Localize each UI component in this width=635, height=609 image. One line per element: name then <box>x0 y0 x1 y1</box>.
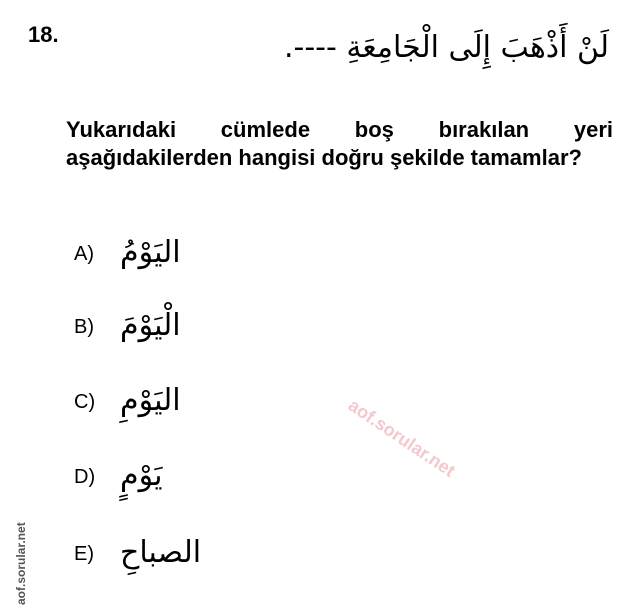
option-label: C) <box>74 391 96 413</box>
question-prompt: Yukarıdaki cümlede boş bırakılan yeri aşağıdakilerden hangisi doğru şekilde tamamlar? <box>66 117 613 170</box>
option-text: اليَوْمِ <box>120 383 181 418</box>
option-e[interactable] <box>74 535 274 585</box>
option-text: الصباحِ <box>120 535 202 570</box>
watermark: aof.sorular.net <box>344 395 459 481</box>
option-label: A) <box>74 243 94 265</box>
option-c[interactable] <box>74 383 274 433</box>
option-a[interactable] <box>74 235 274 285</box>
option-label: E) <box>74 543 94 565</box>
option-text: الْيَوْمَ <box>120 308 181 343</box>
option-label: D) <box>74 466 96 488</box>
arabic-sentence: لَنْ أَذْهَبَ إِلَى الْجَامِعَةِ ----. <box>283 30 609 65</box>
option-label: B) <box>74 316 94 338</box>
option-text: يَوْمٍ <box>120 458 163 493</box>
question-number: 18. <box>28 22 59 47</box>
side-watermark: aof.sorular.net <box>14 522 28 605</box>
option-b[interactable] <box>74 308 274 358</box>
option-text: اليَوْمُ <box>120 235 181 270</box>
option-d[interactable] <box>74 458 274 508</box>
